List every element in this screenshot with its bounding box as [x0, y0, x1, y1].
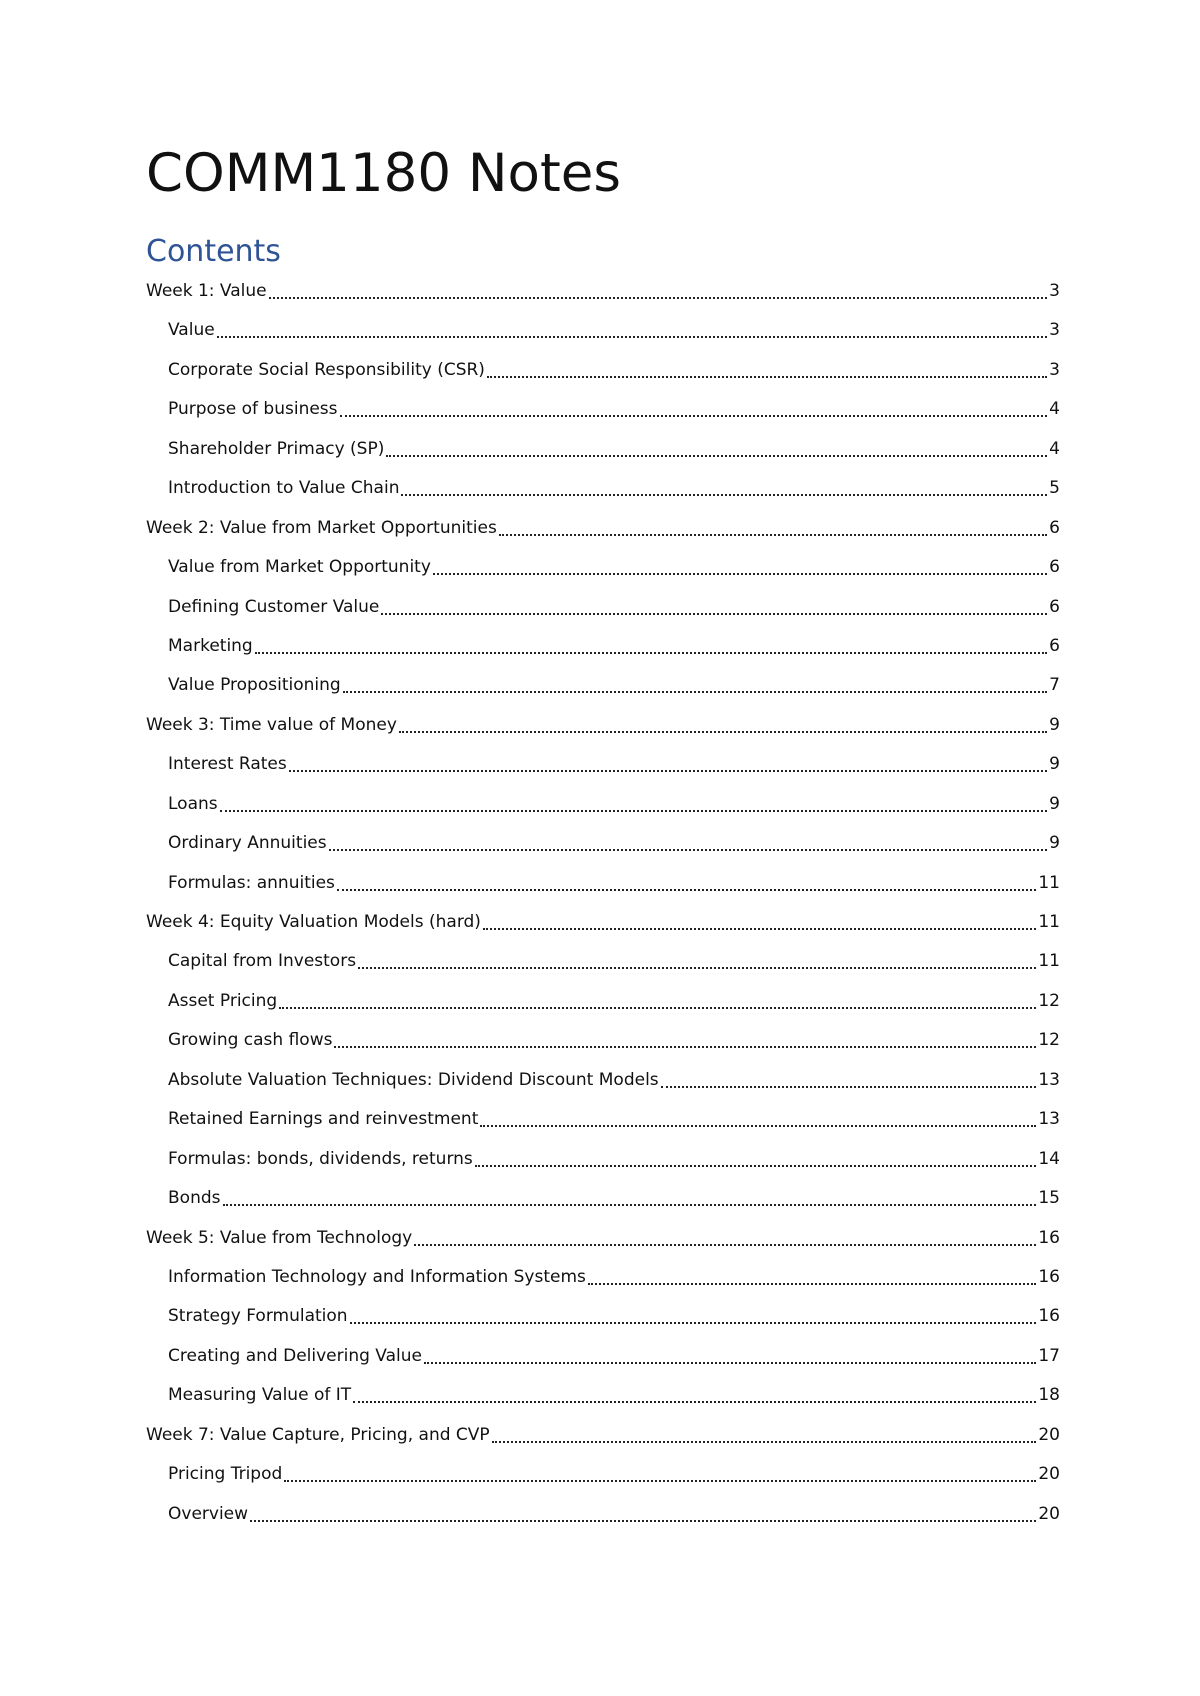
toc-page-number: 13: [1038, 1069, 1060, 1090]
toc-entry-section[interactable]: [146, 1144, 1060, 1183]
toc-entry-section[interactable]: [146, 868, 1060, 907]
toc-entry-label: Shareholder Primacy (SP): [168, 434, 386, 464]
toc-dot-leader: [381, 592, 1047, 622]
toc-dot-leader: [483, 907, 1036, 937]
toc-entry-label: Pricing Tripod: [168, 1459, 284, 1489]
toc-page-number: 11: [1038, 951, 1060, 972]
toc-page-number: 12: [1038, 1030, 1060, 1051]
toc-entry-label: Marketing: [168, 631, 255, 661]
toc-page-number: 3: [1049, 359, 1060, 380]
toc-entry-week[interactable]: [146, 1223, 1060, 1262]
toc-entry-label: Absolute Valuation Techniques: Dividend Discount Models: [168, 1065, 661, 1095]
toc-page-number: 12: [1038, 990, 1060, 1011]
toc-page-number: 5: [1049, 478, 1060, 499]
toc-entry-section[interactable]: [146, 946, 1060, 985]
toc-page-number: 4: [1049, 399, 1060, 420]
toc-entry-label: Week 3: Time value of Money: [146, 710, 399, 740]
toc-entry-label: Overview: [168, 1499, 250, 1529]
toc-entry-label: Value: [168, 315, 217, 345]
toc-entry-label: Value from Market Opportunity: [168, 552, 433, 582]
toc-entry-label: Introduction to Value Chain: [168, 473, 401, 503]
toc-page-number: 6: [1049, 596, 1060, 617]
document-title: COMM1180 Notes: [146, 143, 621, 204]
toc-entry-week[interactable]: [146, 276, 1060, 315]
toc-entry-section[interactable]: [146, 986, 1060, 1025]
toc-entry-section[interactable]: [146, 631, 1060, 670]
toc-entry-label: Information Technology and Information Systems: [168, 1262, 588, 1292]
toc-dot-leader: [401, 473, 1047, 503]
toc-dot-leader: [661, 1065, 1037, 1095]
toc-page-number: 20: [1038, 1503, 1060, 1524]
toc-entry-label: Bonds: [168, 1183, 223, 1213]
toc-entry-section[interactable]: [146, 1499, 1060, 1538]
toc-entry-label: Interest Rates: [168, 749, 289, 779]
toc-page-number: 15: [1038, 1188, 1060, 1209]
toc-page-number: 6: [1049, 635, 1060, 656]
toc-entry-section[interactable]: [146, 749, 1060, 788]
toc-entry-section[interactable]: [146, 1183, 1060, 1222]
toc-dot-leader: [223, 1183, 1037, 1213]
toc-dot-leader: [588, 1262, 1036, 1292]
toc-dot-leader: [353, 1380, 1036, 1410]
toc-dot-leader: [217, 315, 1047, 345]
toc-entry-section[interactable]: [146, 434, 1060, 473]
toc-page-number: 4: [1049, 438, 1060, 459]
toc-entry-section[interactable]: [146, 1104, 1060, 1143]
toc-entry-label: Value Propositioning: [168, 670, 343, 700]
toc-dot-leader: [334, 1025, 1036, 1055]
toc-dot-leader: [386, 434, 1047, 464]
toc-page-number: 17: [1038, 1345, 1060, 1366]
toc-page-number: 20: [1038, 1464, 1060, 1485]
toc-page-number: 9: [1049, 833, 1060, 854]
toc-entry-section[interactable]: [146, 552, 1060, 591]
toc-page-number: 9: [1049, 793, 1060, 814]
toc-dot-leader: [343, 670, 1047, 700]
toc-dot-leader: [475, 1144, 1037, 1174]
toc-entry-label: Measuring Value of IT: [168, 1380, 353, 1410]
toc-entry-label: Growing cash flows: [168, 1025, 334, 1055]
toc-entry-section[interactable]: [146, 789, 1060, 828]
toc-page-number: 9: [1049, 754, 1060, 775]
toc-entry-section[interactable]: [146, 1341, 1060, 1380]
toc-page-number: 3: [1049, 281, 1060, 301]
toc-entry-section[interactable]: [146, 670, 1060, 709]
toc-dot-leader: [433, 552, 1047, 582]
toc-entry-week[interactable]: [146, 710, 1060, 749]
toc-entry-section[interactable]: [146, 592, 1060, 631]
toc-entry-section[interactable]: [146, 1025, 1060, 1064]
toc-dot-leader: [250, 1499, 1036, 1529]
toc-entry-label: Retained Earnings and reinvestment: [168, 1104, 480, 1134]
toc-entry-label: Purpose of business: [168, 394, 340, 424]
toc-dot-leader: [499, 513, 1047, 543]
toc-entry-label: Week 7: Value Capture, Pricing, and CVP: [146, 1420, 492, 1450]
toc-entry-label: Corporate Social Responsibility (CSR): [168, 355, 487, 385]
toc-dot-leader: [358, 946, 1036, 976]
toc-page-number: 20: [1038, 1424, 1060, 1445]
toc-page-number: 13: [1038, 1109, 1060, 1130]
toc-page-number: 18: [1038, 1385, 1060, 1406]
toc-page-number: 16: [1038, 1227, 1060, 1248]
toc-entry-section[interactable]: [146, 473, 1060, 512]
toc-entry-label: Asset Pricing: [168, 986, 279, 1016]
contents-heading: Contents: [146, 234, 281, 269]
toc-entry-section[interactable]: [146, 1380, 1060, 1419]
toc-entry-section[interactable]: [146, 1301, 1060, 1340]
toc-entry-label: Creating and Delivering Value: [168, 1341, 424, 1371]
toc-dot-leader: [399, 710, 1047, 740]
toc-page-number: 3: [1049, 320, 1060, 341]
toc-dot-leader: [289, 749, 1047, 779]
toc-entry-label: Week 1: Value: [146, 276, 269, 306]
toc-dot-leader: [480, 1104, 1036, 1134]
toc-entry-label: Strategy Formulation: [168, 1301, 350, 1331]
toc-entry-label: Defining Customer Value: [168, 592, 381, 622]
toc-page-number: 16: [1038, 1306, 1060, 1327]
toc-entry-section[interactable]: [146, 1065, 1060, 1104]
toc-dot-leader: [340, 394, 1048, 424]
toc-entry-label: Ordinary Annuities: [168, 828, 329, 858]
toc-dot-leader: [220, 789, 1048, 819]
toc-entry-label: Formulas: annuities: [168, 868, 337, 898]
toc-entry-week[interactable]: [146, 907, 1060, 946]
toc-page-number: 6: [1049, 557, 1060, 578]
toc-entry-section[interactable]: [146, 355, 1060, 394]
toc-page-number: 11: [1038, 872, 1060, 893]
toc-entry-label: Formulas: bonds, dividends, returns: [168, 1144, 475, 1174]
toc-page-number: 7: [1049, 675, 1060, 696]
toc-entry-label: Loans: [168, 789, 220, 819]
toc-dot-leader: [337, 868, 1036, 898]
toc-dot-leader: [284, 1459, 1036, 1489]
toc-dot-leader: [329, 828, 1048, 858]
toc-page-number: 6: [1049, 517, 1060, 538]
toc-entry-label: Week 4: Equity Valuation Models (hard): [146, 907, 483, 937]
toc-entry-section[interactable]: [146, 1262, 1060, 1301]
toc-dot-leader: [414, 1223, 1036, 1253]
toc-entry-section[interactable]: [146, 315, 1060, 354]
toc-entry-section[interactable]: [146, 1459, 1060, 1498]
toc-dot-leader: [424, 1341, 1036, 1371]
toc-page-number: 16: [1038, 1266, 1060, 1287]
toc-dot-leader: [492, 1420, 1037, 1450]
toc-entry-label: Week 5: Value from Technology: [146, 1223, 414, 1253]
toc-entry-section[interactable]: [146, 828, 1060, 867]
toc-entry-label: Week 2: Value from Market Opportunities: [146, 513, 499, 543]
toc-page-number: 9: [1049, 714, 1060, 735]
toc-dot-leader: [487, 355, 1047, 385]
toc-entry-section[interactable]: [146, 394, 1060, 433]
toc-dot-leader: [350, 1301, 1037, 1331]
table-of-contents: [146, 276, 1060, 1538]
toc-entry-label: Capital from Investors: [168, 946, 358, 976]
toc-entry-week[interactable]: [146, 513, 1060, 552]
toc-dot-leader: [279, 986, 1036, 1016]
toc-entry-week[interactable]: [146, 1420, 1060, 1459]
toc-page-number: 11: [1038, 912, 1060, 932]
toc-dot-leader: [255, 631, 1047, 661]
toc-dot-leader: [269, 276, 1048, 306]
toc-page-number: 14: [1038, 1148, 1060, 1169]
